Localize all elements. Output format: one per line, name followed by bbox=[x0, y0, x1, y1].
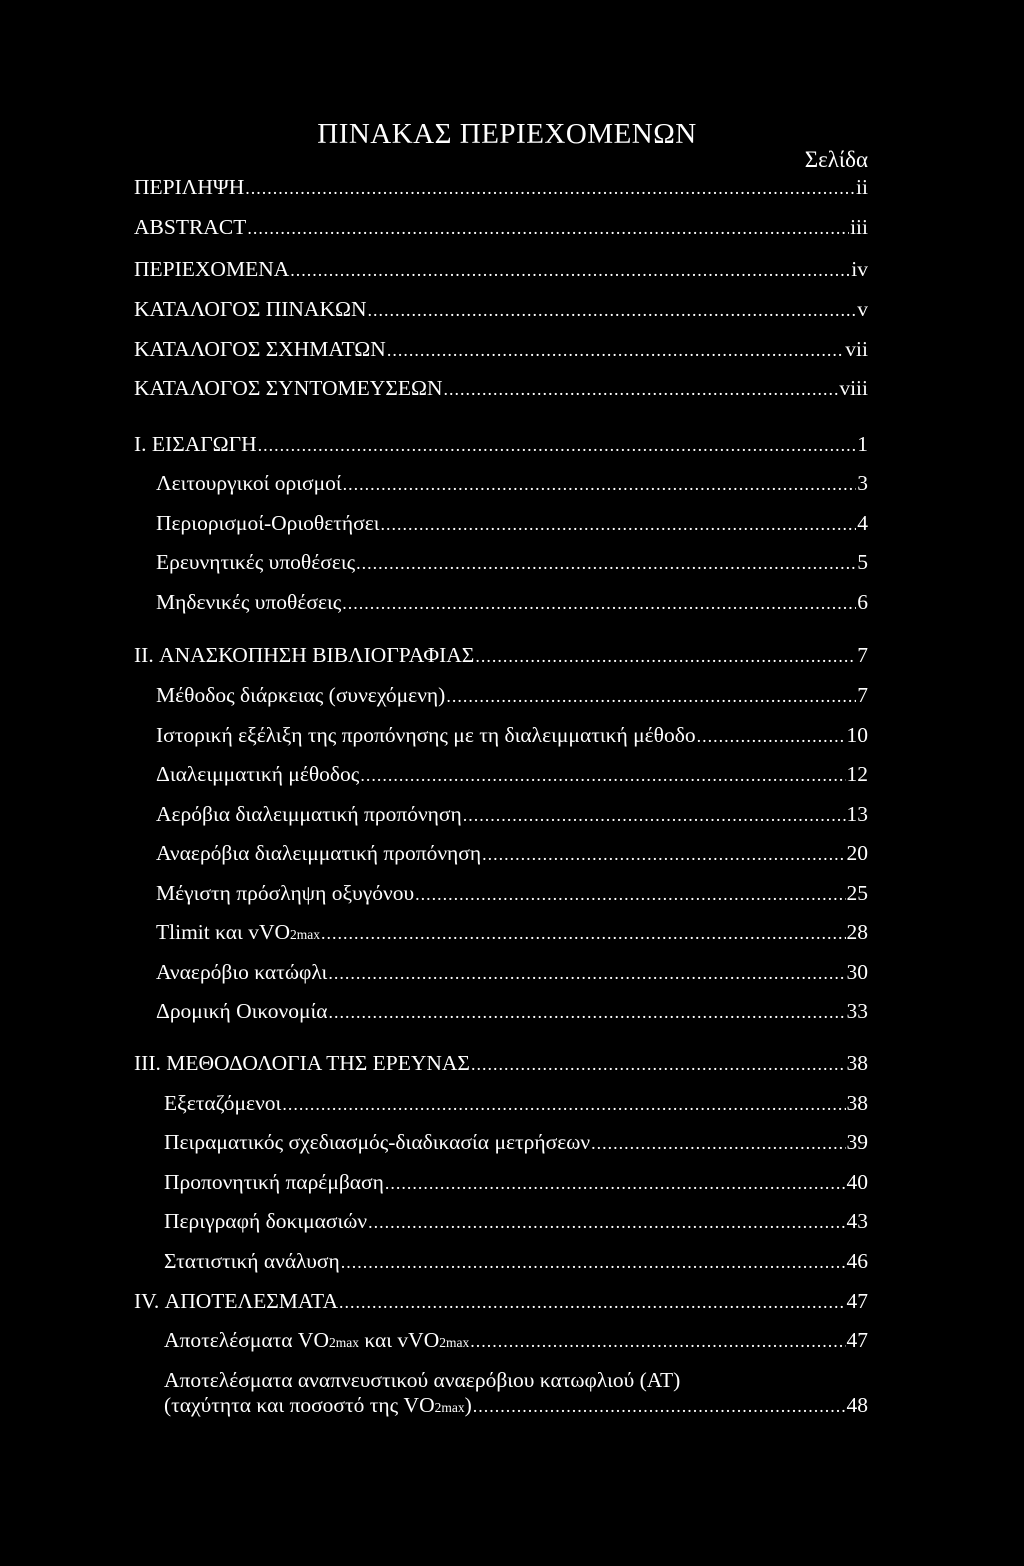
toc-entry-page: 12 bbox=[846, 762, 868, 786]
toc-entry-page: 13 bbox=[846, 802, 868, 826]
page-column-label: Σελίδα bbox=[804, 147, 868, 172]
toc-entry-page: iii bbox=[850, 215, 868, 239]
toc-entry-label: Μέγιστη πρόσληψη οξυγόνου bbox=[156, 881, 415, 905]
toc-entry-label: Δρομική Οικονομία bbox=[156, 999, 328, 1023]
leader-dots bbox=[247, 212, 849, 244]
toc-entry[interactable] bbox=[164, 1166, 868, 1199]
toc-entry-page: 1 bbox=[857, 432, 868, 456]
toc-entry-page: 3 bbox=[857, 471, 868, 495]
label-main: Tlimit και vVO bbox=[156, 920, 290, 944]
toc-entry-page: 38 bbox=[846, 1051, 868, 1075]
toc-entry-label: Αναερόβια διαλειμματική προπόνηση bbox=[156, 841, 482, 865]
toc-entry[interactable] bbox=[156, 719, 868, 752]
toc-entry-page: 28 bbox=[846, 920, 868, 944]
toc-chapter-1[interactable] bbox=[134, 428, 868, 461]
toc-entry[interactable] bbox=[156, 916, 868, 951]
leader-dots bbox=[258, 429, 857, 461]
leader-dots bbox=[341, 1246, 846, 1278]
toc-entry[interactable] bbox=[156, 758, 868, 791]
toc-entry[interactable] bbox=[156, 546, 868, 579]
leader-dots bbox=[387, 334, 844, 366]
leader-dots bbox=[367, 294, 856, 326]
toc-entry-label: I. ΕΙΣΑΓΩΓΗ bbox=[134, 432, 257, 456]
toc-entry-line2[interactable] bbox=[164, 1389, 868, 1424]
toc-entry-page: iv bbox=[851, 257, 868, 281]
toc-entry-label: ABSTRACT bbox=[134, 215, 247, 239]
toc-entry-page: 47 bbox=[846, 1328, 868, 1352]
label-part: Αποτελέσματα VO bbox=[164, 1328, 329, 1352]
toc-entry-page: 39 bbox=[846, 1130, 868, 1154]
toc-entry-page: v bbox=[857, 297, 868, 321]
toc-entry-page: viii bbox=[839, 376, 868, 400]
toc-entry-page: 46 bbox=[846, 1249, 868, 1273]
leader-dots bbox=[329, 996, 846, 1028]
leader-dots bbox=[328, 957, 845, 989]
toc-entry-page: 33 bbox=[846, 999, 868, 1023]
toc-entry-label: Διαλειμματική μέθοδος bbox=[156, 762, 360, 786]
toc-entry-list-of-figures[interactable] bbox=[134, 333, 868, 366]
toc-entry[interactable] bbox=[156, 877, 868, 910]
toc-entry-label: Μέθοδος διάρκειας (συνεχόμενη) bbox=[156, 683, 446, 707]
label-part: (ταχύτητα και ποσοστό της VO bbox=[164, 1393, 435, 1417]
leader-dots bbox=[415, 878, 845, 910]
toc-entry-label bbox=[164, 1324, 469, 1359]
leader-dots bbox=[368, 1206, 845, 1238]
toc-entry[interactable] bbox=[156, 995, 868, 1028]
leader-dots bbox=[245, 172, 855, 204]
leader-dots bbox=[697, 720, 846, 752]
toc-entry-page: 10 bbox=[846, 723, 868, 747]
leader-dots bbox=[591, 1127, 845, 1159]
toc-entry-page: 43 bbox=[846, 1209, 868, 1233]
toc-entry-label: ΠΕΡΙΕΧΟΜΕΝΑ bbox=[134, 257, 290, 281]
toc-entry-label: Λειτουργικοί ορισμοί bbox=[156, 471, 342, 495]
toc-entry[interactable] bbox=[156, 837, 868, 870]
toc-entry-page: 7 bbox=[857, 683, 868, 707]
toc-entry-abstract-gr[interactable] bbox=[134, 171, 868, 204]
toc-entry-label: Πειραματικός σχεδιασμός-διαδικασία μετρήσεων bbox=[164, 1130, 591, 1154]
toc-entry-list-of-tables[interactable] bbox=[134, 293, 868, 326]
toc-entry-page: 25 bbox=[846, 881, 868, 905]
toc-entry[interactable] bbox=[156, 679, 868, 712]
toc-entry-label bbox=[164, 1389, 472, 1424]
leader-dots bbox=[342, 587, 856, 619]
leader-dots bbox=[443, 373, 838, 405]
leader-dots bbox=[343, 468, 857, 500]
toc-chapter-2[interactable] bbox=[134, 639, 868, 672]
leader-dots bbox=[282, 1088, 845, 1120]
toc-entry-page: 20 bbox=[846, 841, 868, 865]
toc-entry[interactable] bbox=[164, 1324, 868, 1359]
toc-entry[interactable] bbox=[156, 956, 868, 989]
leader-dots bbox=[471, 1048, 846, 1080]
toc-entry-label: Αερόβια διαλειμματική προπόνηση bbox=[156, 802, 462, 826]
toc-chapter-3[interactable] bbox=[134, 1047, 868, 1080]
toc-entry-label: ΚΑΤΑΛΟΓΟΣ ΣΧΗΜΑΤΩΝ bbox=[134, 337, 386, 361]
leader-dots bbox=[463, 799, 846, 831]
toc-chapter-4[interactable] bbox=[134, 1285, 868, 1318]
subscript: 2max bbox=[434, 1400, 465, 1415]
toc-entry-page: vii bbox=[845, 337, 868, 361]
toc-entry[interactable] bbox=[156, 507, 868, 540]
toc-entry-label: ΠΕΡΙΛΗΨΗ bbox=[134, 175, 245, 199]
toc-entry[interactable] bbox=[156, 798, 868, 831]
toc-entry-label: ΚΑΤΑΛΟΓΟΣ ΣΥΝΤΟΜΕΥΣΕΩΝ bbox=[134, 376, 443, 400]
toc-entry-page: 47 bbox=[846, 1289, 868, 1313]
toc-entry-label: Εξεταζόμενοι bbox=[164, 1091, 282, 1115]
toc-entry-label: Περιορισμοί-Οριοθετήσει bbox=[156, 511, 380, 535]
toc-entry-abstract-en[interactable] bbox=[134, 211, 868, 244]
toc-entry-page: 6 bbox=[857, 590, 868, 614]
leader-dots bbox=[360, 759, 845, 791]
toc-entry-page: 7 bbox=[857, 643, 868, 667]
toc-entry-page: 40 bbox=[846, 1170, 868, 1194]
toc-entry-label: II. ΑΝΑΣΚΟΠΗΣΗ ΒΙΒΛΙΟΓΡΑΦΙΑΣ bbox=[134, 643, 475, 667]
toc-entry-label: Ερευνητικές υποθέσεις bbox=[156, 550, 356, 574]
toc-entry-contents[interactable] bbox=[134, 253, 868, 286]
toc-entry-label: IV. ΑΠΟΤΕΛΕΣΜΑΤΑ bbox=[134, 1289, 338, 1313]
label-part: ) bbox=[464, 1393, 472, 1417]
toc-entry-label: Αποτελέσματα αναπνευστικού αναερόβιου κατωφλιού (AT) bbox=[164, 1368, 681, 1392]
toc-entry[interactable] bbox=[164, 1205, 868, 1238]
toc-entry-page: 5 bbox=[857, 550, 868, 574]
toc-entry-abbreviations[interactable] bbox=[134, 372, 868, 405]
toc-entry-label: III. ΜΕΘΟΔΟΛΟΓΙΑ ΤΗΣ ΕΡΕΥΝΑΣ bbox=[134, 1051, 470, 1075]
toc-entry-label: Ιστορική εξέλιξη της προπόνησης με τη διαλειμματική μέθοδο bbox=[156, 723, 696, 747]
leader-dots bbox=[482, 838, 845, 870]
toc-entry-label bbox=[156, 916, 320, 951]
toc-entry[interactable] bbox=[156, 467, 868, 500]
leader-dots bbox=[381, 508, 857, 540]
toc-entry[interactable] bbox=[164, 1087, 868, 1120]
toc-entry-label: Προπονητική παρέμβαση bbox=[164, 1170, 384, 1194]
leader-dots bbox=[339, 1286, 846, 1318]
leader-dots bbox=[385, 1167, 846, 1199]
toc-entry-label: Στατιστική ανάλυση bbox=[164, 1249, 340, 1273]
toc-title: ΠΙΝΑΚΑΣ ΠΕΡΙΕΧΟΜΕΝΩΝ bbox=[317, 118, 697, 150]
toc-entry-label: Αναερόβιο κατώφλι bbox=[156, 960, 328, 984]
leader-dots bbox=[446, 680, 856, 712]
toc-entry-page: 38 bbox=[846, 1091, 868, 1115]
subscript: 2max bbox=[439, 1335, 470, 1350]
toc-entry-page: 48 bbox=[846, 1393, 868, 1417]
leader-dots bbox=[321, 917, 846, 949]
toc-entry-label: ΚΑΤΑΛΟΓΟΣ ΠΙΝΑΚΩΝ bbox=[134, 297, 367, 321]
subscript: 2max bbox=[290, 927, 320, 942]
leader-dots bbox=[470, 1325, 845, 1357]
toc-entry-label: Μηδενικές υποθέσεις bbox=[156, 590, 342, 614]
toc-entry-page: ii bbox=[856, 175, 868, 199]
leader-dots bbox=[356, 547, 856, 579]
leader-dots bbox=[473, 1390, 846, 1422]
toc-entry-page: 30 bbox=[846, 960, 868, 984]
subscript: 2max bbox=[328, 1335, 359, 1350]
leader-dots bbox=[290, 254, 850, 286]
toc-entry[interactable] bbox=[164, 1126, 868, 1159]
toc-entry-label: Περιγραφή δοκιμασιών bbox=[164, 1209, 368, 1233]
toc-entry[interactable] bbox=[156, 586, 868, 619]
leader-dots bbox=[475, 640, 856, 672]
label-part: και vVO bbox=[358, 1328, 440, 1352]
toc-entry-page: 4 bbox=[857, 511, 868, 535]
toc-entry[interactable] bbox=[164, 1245, 868, 1278]
